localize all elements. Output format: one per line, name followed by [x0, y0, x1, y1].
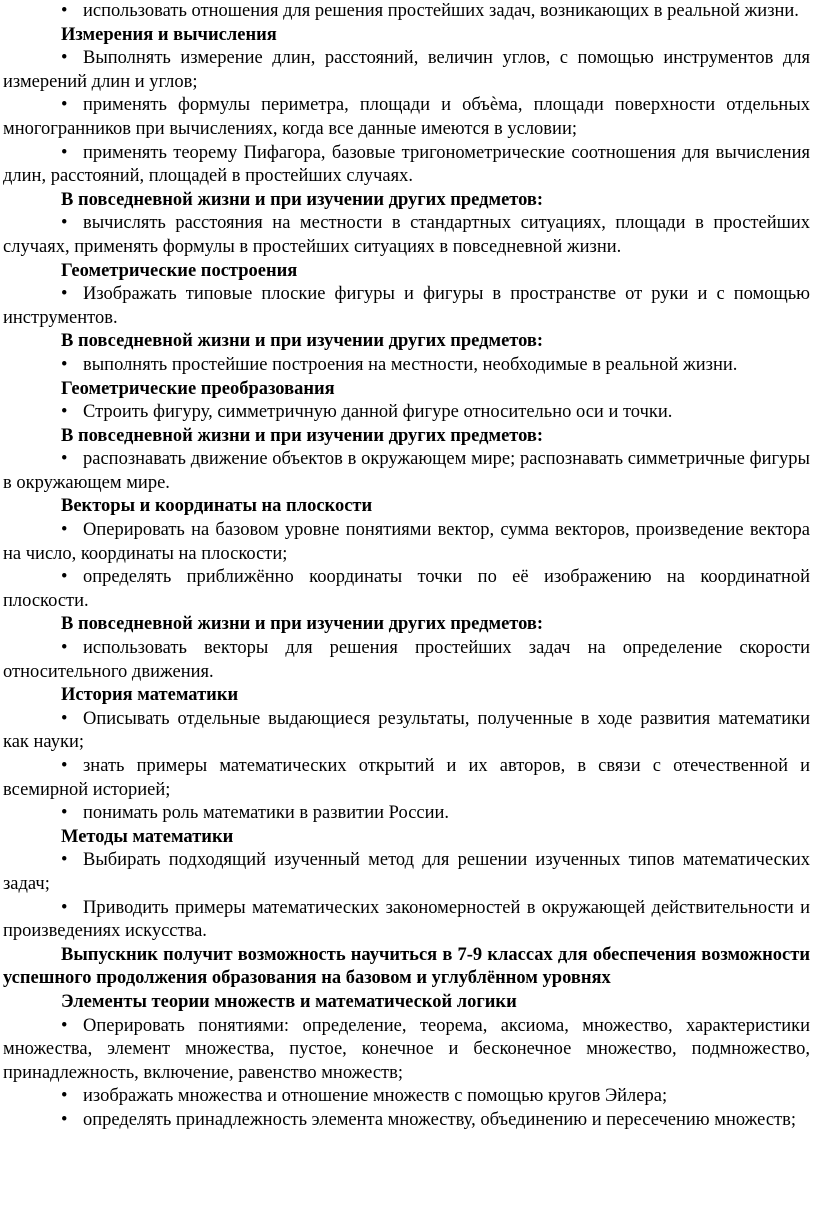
section-heading: В повседневной жизни и при изучении других предметов: — [61, 331, 544, 352]
bullet-text: понимать роль математики в развитии России. — [83, 803, 450, 824]
bullet-text: Выбирать подходящий изученный метод для решении изученных типов математических задач; — [3, 850, 810, 894]
bullet-icon: • — [61, 850, 68, 871]
bullet-text: Выполнять измерение длин, расстояний, величин углов, с помощью инструментов для измерений длин и углов; — [3, 48, 810, 92]
bullet-icon: • — [61, 638, 68, 659]
bullet-icon: • — [61, 1086, 68, 1107]
section-heading: Методы математики — [61, 826, 234, 847]
section-heading: В повседневной жизни и при изучении других предметов: — [61, 189, 544, 210]
bullet-icon: • — [61, 95, 68, 116]
bullet-item — [3, 283, 810, 330]
bullet-icon: • — [61, 213, 68, 234]
bullet-text: вычислять расстояния на местности в стандартных ситуациях, площади в простейших случаях, применять формулы в простейших ситуациях в повседневной жизни. — [3, 213, 810, 257]
bullet-item — [3, 47, 810, 94]
bullet-item — [3, 897, 810, 944]
bullet-icon: • — [61, 142, 68, 163]
bullet-icon: • — [61, 354, 68, 375]
bullet-icon: • — [61, 1109, 68, 1130]
section-heading: Элементы теории множеств и математической логики — [61, 991, 517, 1012]
bullet-text: использовать отношения для решения простейших задач, возникающих в реальной жизни. — [83, 1, 799, 21]
bullet-text: Оперировать на базовом уровне понятиями вектор, сумма векторов, произведение вектора на число, координаты на плоскости; — [3, 520, 810, 564]
bullet-icon: • — [61, 803, 68, 824]
bullet-item — [3, 448, 810, 495]
bullet-text: Изображать типовые плоские фигуры и фигуры в пространстве от руки и с помощью инструментов. — [3, 284, 810, 328]
bullet-item — [3, 0, 810, 24]
bullet-item — [3, 755, 810, 802]
bullet-icon: • — [61, 1, 68, 21]
bullet-item — [3, 566, 810, 613]
bullet-icon: • — [61, 48, 68, 69]
bullet-item — [3, 519, 810, 566]
bullet-item — [3, 1085, 810, 1109]
bullet-item — [3, 142, 810, 189]
bullet-text: применять формулы периметра, площади и объѐма, площади поверхности отдельных многогранников при вычислениях, когда все данные имеются в условии; — [3, 95, 810, 139]
bullet-item — [3, 708, 810, 755]
bullet-text: определять приближённо координаты точки по её изображению на координатной плоскости. — [3, 567, 810, 611]
section-heading: В повседневной жизни и при изучении других предметов: — [61, 614, 544, 635]
bullet-text: распознавать движение объектов в окружающем мире; распознавать симметричные фигуры в окружающем мире. — [3, 449, 810, 493]
bullet-text: выполнять простейшие построения на местности, необходимые в реальной жизни. — [83, 354, 738, 375]
section-heading: В повседневной жизни и при изучении других предметов: — [61, 425, 544, 446]
bullet-item — [3, 1015, 810, 1086]
section-heading: История математики — [61, 685, 239, 706]
bullet-item — [3, 212, 810, 259]
bold-paragraph: Выпускник получит возможность научиться в 7-9 классах для обеспечения возможности успешного продолжения образования на базовом и углублённом уровнях — [3, 944, 810, 989]
section-heading: Геометрические преобразования — [61, 378, 335, 399]
bullet-text: применять теорему Пифагора, базовые тригонометрические соотношения для вычисления длин, расстояний, площадей в простейших случаях. — [3, 142, 810, 187]
bullet-text: Приводить примеры математических закономерностей в окружающей действительности и произведениях искусства. — [3, 897, 810, 942]
bullet-text: определять принадлежность элемента множеству, объединению и пересечению множеств; — [83, 1109, 797, 1130]
bullet-icon: • — [61, 897, 68, 918]
section-heading: Векторы и координаты на плоскости — [61, 496, 373, 517]
bullet-text: Строить фигуру, симметричную данной фигуре относительно оси и точки. — [83, 402, 673, 423]
bullet-icon: • — [61, 567, 68, 588]
bullet-item — [3, 637, 810, 684]
bullet-text: Оперировать понятиями: определение, теорема, аксиома, множество, характеристики множества, элемент множества, пустое, конечное и бесконечное множество, подмножество, принадлежность, включение, равенство множеств; — [3, 1015, 810, 1083]
bullet-item — [3, 849, 810, 896]
bullet-item — [3, 1109, 810, 1133]
bullet-text: Описывать отдельные выдающиеся результаты, полученные в ходе развития математики как науки; — [3, 708, 810, 753]
bullet-icon: • — [61, 1015, 68, 1036]
bullet-icon: • — [61, 449, 68, 470]
bullet-icon: • — [61, 708, 68, 729]
bullet-item — [3, 401, 810, 425]
bullet-item — [3, 802, 810, 826]
bullet-icon: • — [61, 284, 68, 305]
bullet-text: использовать векторы для решения простейших задач на определение скорости относительного движения. — [3, 638, 810, 682]
section-heading: Геометрические построения — [61, 260, 298, 281]
bullet-item — [3, 354, 810, 378]
bullet-text: знать примеры математических открытий и их авторов, в связи с отечественной и всемирной историей; — [3, 756, 810, 800]
bullet-icon: • — [61, 520, 68, 541]
bullet-icon: • — [61, 402, 68, 423]
bullet-icon: • — [61, 756, 68, 776]
bullet-item — [3, 94, 810, 141]
bullet-text: изображать множества и отношение множеств с помощью кругов Эйлера; — [83, 1086, 668, 1107]
section-heading: Измерения и вычисления — [61, 24, 277, 45]
